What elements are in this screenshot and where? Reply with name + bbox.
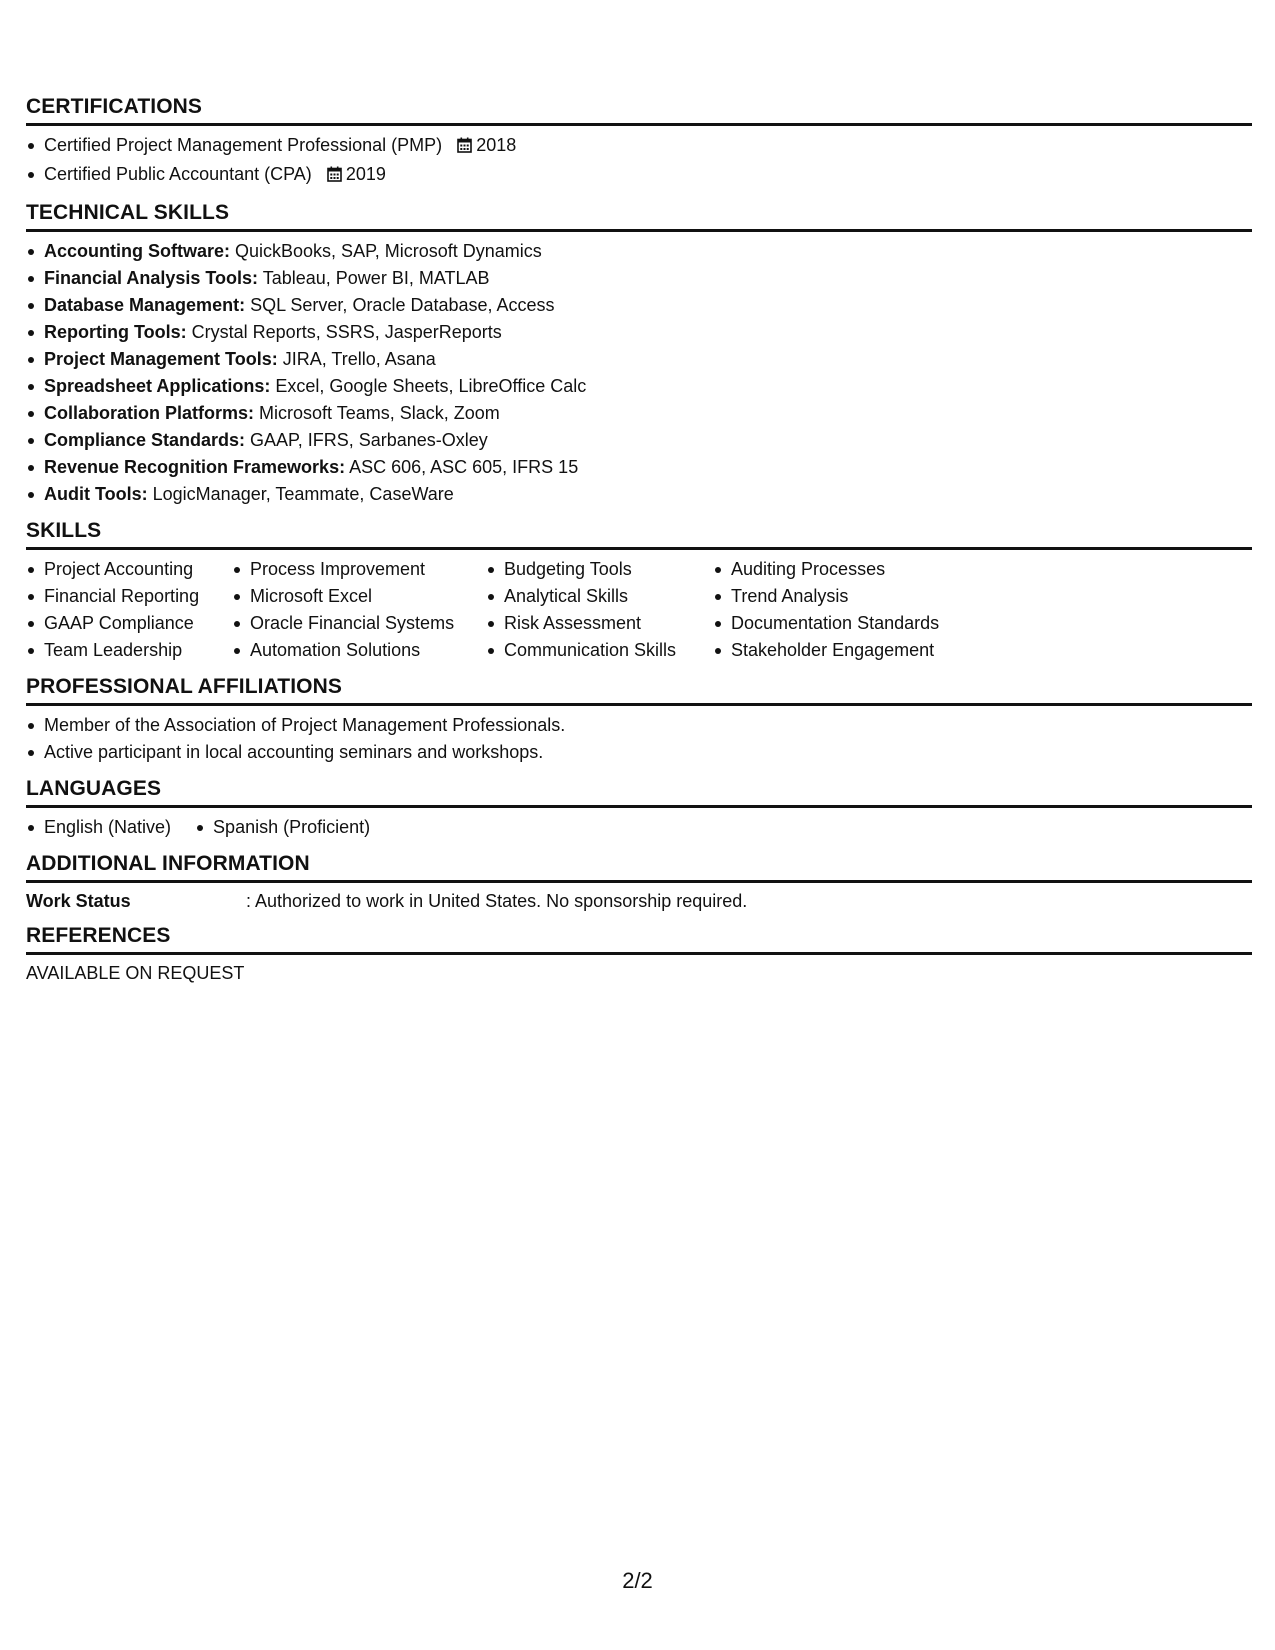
skills-column <box>232 556 486 664</box>
affiliations-list <box>26 712 1252 766</box>
technical-skill-item <box>26 400 1252 427</box>
section-divider <box>26 229 1252 232</box>
page-number: 2/2 <box>622 1568 653 1593</box>
skill-item: Automation Solutions <box>232 637 486 664</box>
affiliations-heading: PROFESSIONAL AFFILIATIONS <box>26 675 342 698</box>
certification-year: 2018 <box>476 135 517 155</box>
technical-skill-value: Tableau, Power BI, MATLAB <box>258 268 490 288</box>
affiliation-item: Active participant in local accounting seminars and workshops. <box>26 739 1252 766</box>
language-item: Spanish (Proficient) <box>195 814 370 841</box>
skills-column <box>713 556 973 664</box>
section-divider <box>26 547 1252 550</box>
skill-item: Team Leadership <box>26 637 232 664</box>
skill-item: Risk Assessment <box>486 610 713 637</box>
certification-item <box>26 132 1252 161</box>
technical-skills-section <box>26 200 1252 508</box>
additional-info-section <box>26 851 1252 913</box>
technical-skill-label: Collaboration Platforms: <box>44 403 255 423</box>
technical-skill-item <box>26 454 1252 481</box>
technical-skill-value: SQL Server, Oracle Database, Access <box>245 295 555 315</box>
technical-skill-value: QuickBooks, SAP, Microsoft Dynamics <box>230 241 542 261</box>
references-section <box>26 923 1252 985</box>
section-divider <box>26 805 1252 808</box>
skill-item: GAAP Compliance <box>26 610 232 637</box>
certification-name: Certified Public Accountant (CPA) <box>44 164 312 184</box>
section-divider <box>26 952 1252 955</box>
certification-item <box>26 161 1252 190</box>
technical-skill-item <box>26 346 1252 373</box>
work-status-value: : Authorized to work in United States. No sponsorship required. <box>246 891 748 911</box>
technical-skill-value: LogicManager, Teammate, CaseWare <box>147 484 454 504</box>
certifications-section <box>26 94 1252 190</box>
resume-page <box>26 94 1252 995</box>
skill-item: Analytical Skills <box>486 583 713 610</box>
technical-skill-value: Excel, Google Sheets, LibreOffice Calc <box>270 376 587 396</box>
technical-skill-item <box>26 238 1252 265</box>
technical-skills-list <box>26 238 1252 508</box>
calendar-icon <box>457 134 472 161</box>
languages-heading: LANGUAGES <box>26 777 162 800</box>
section-divider <box>26 880 1252 883</box>
technical-skill-label: Accounting Software: <box>44 241 231 261</box>
technical-skill-label: Revenue Recognition Frameworks: <box>44 457 346 477</box>
calendar-icon <box>327 163 342 190</box>
technical-skill-value: Crystal Reports, SSRS, JasperReports <box>186 322 502 342</box>
skill-item: Process Improvement <box>232 556 486 583</box>
work-status-label: Work Status <box>26 891 131 911</box>
skills-column <box>26 556 232 664</box>
technical-skill-item <box>26 373 1252 400</box>
references-heading: REFERENCES <box>26 924 171 947</box>
skills-heading: SKILLS <box>26 519 102 542</box>
language-item: English (Native) <box>26 814 171 841</box>
certifications-list <box>26 132 1252 190</box>
skills-column <box>486 556 713 664</box>
technical-skill-item <box>26 481 1252 508</box>
certification-name: Certified Project Management Professional (PMP) <box>44 135 443 155</box>
technical-skill-value: Microsoft Teams, Slack, Zoom <box>254 403 500 423</box>
technical-skill-item <box>26 319 1252 346</box>
affiliation-item: Member of the Association of Project Management Professionals. <box>26 712 1252 739</box>
technical-skill-label: Reporting Tools: <box>44 322 187 342</box>
languages-section <box>26 776 1252 841</box>
skill-item: Documentation Standards <box>713 610 973 637</box>
skill-item: Microsoft Excel <box>232 583 486 610</box>
skill-item: Stakeholder Engagement <box>713 637 973 664</box>
skill-item: Auditing Processes <box>713 556 973 583</box>
skills-section <box>26 518 1252 664</box>
languages-list <box>26 814 1252 841</box>
section-divider <box>26 123 1252 126</box>
skill-item: Project Accounting <box>26 556 232 583</box>
references-text: AVAILABLE ON REQUEST <box>26 963 245 983</box>
technical-skill-label: Spreadsheet Applications: <box>44 376 271 396</box>
skill-item: Oracle Financial Systems <box>232 610 486 637</box>
technical-skill-value: ASC 606, ASC 605, IFRS 15 <box>345 457 579 477</box>
technical-skill-value: JIRA, Trello, Asana <box>277 349 436 369</box>
technical-skill-value: GAAP, IFRS, Sarbanes-Oxley <box>245 430 488 450</box>
technical-skill-item <box>26 427 1252 454</box>
work-status-row <box>26 889 1252 913</box>
technical-skill-item <box>26 292 1252 319</box>
certification-year: 2019 <box>345 164 386 184</box>
additional-info-heading: ADDITIONAL INFORMATION <box>26 852 310 875</box>
skill-item: Communication Skills <box>486 637 713 664</box>
technical-skill-label: Financial Analysis Tools: <box>44 268 259 288</box>
skill-item: Financial Reporting <box>26 583 232 610</box>
certifications-heading: CERTIFICATIONS <box>26 95 203 118</box>
skill-item: Trend Analysis <box>713 583 973 610</box>
technical-skill-label: Database Management: <box>44 295 246 315</box>
technical-skill-label: Compliance Standards: <box>44 430 246 450</box>
technical-skills-heading: TECHNICAL SKILLS <box>26 201 230 224</box>
technical-skill-item <box>26 265 1252 292</box>
section-divider <box>26 703 1252 706</box>
technical-skill-label: Audit Tools: <box>44 484 148 504</box>
technical-skill-label: Project Management Tools: <box>44 349 278 369</box>
affiliations-section <box>26 674 1252 766</box>
skill-item: Budgeting Tools <box>486 556 713 583</box>
skills-grid <box>26 556 1252 664</box>
